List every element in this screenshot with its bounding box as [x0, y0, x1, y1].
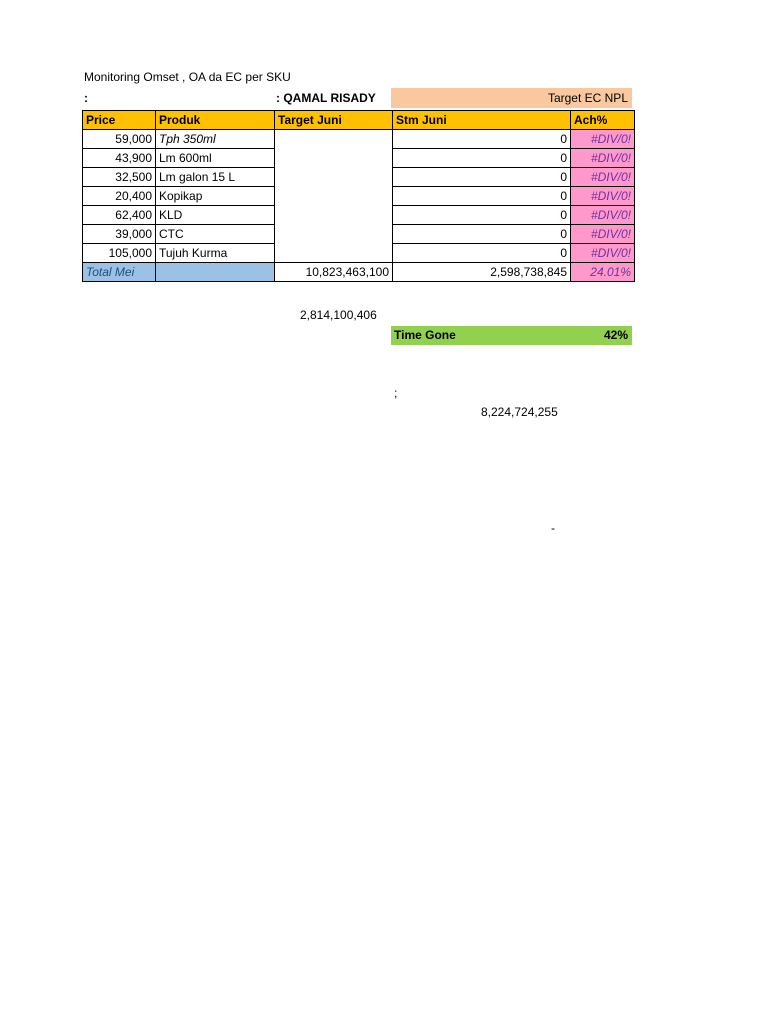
cell-produk[interactable]: Lm galon 15 L: [156, 168, 275, 187]
table-row: [83, 187, 635, 206]
cell-stm[interactable]: 0: [393, 206, 571, 225]
sheet-title: Monitoring Omset , OA da EC per SKU: [84, 70, 291, 84]
cell-price[interactable]: 105,000: [83, 244, 156, 263]
table-row: [83, 206, 635, 225]
cell-target[interactable]: [275, 225, 393, 244]
cell-ach[interactable]: #DIV/0!: [571, 187, 635, 206]
cell-produk[interactable]: CTC: [156, 225, 275, 244]
time-gone-label: Time Gone: [394, 328, 456, 342]
cell-produk[interactable]: Tujuh Kurma: [156, 244, 275, 263]
time-gone-bar[interactable]: [391, 326, 632, 345]
header-stm-juni[interactable]: Stm Juni: [393, 111, 571, 130]
dash-cell[interactable]: -: [551, 521, 555, 535]
total-ach[interactable]: 24.01%: [571, 263, 635, 282]
total-stm[interactable]: 2,598,738,845: [393, 263, 571, 282]
cell-price[interactable]: 32,500: [83, 168, 156, 187]
person-name: : QAMAL RISADY: [276, 91, 376, 105]
cell-price[interactable]: 20,400: [83, 187, 156, 206]
cell-stm[interactable]: 0: [393, 225, 571, 244]
header-price[interactable]: Price: [83, 111, 156, 130]
label-colon: :: [84, 91, 88, 105]
total-produk-cell[interactable]: [156, 263, 275, 282]
cell-target[interactable]: [275, 130, 393, 149]
table-row: [83, 244, 635, 263]
cell-ach[interactable]: #DIV/0!: [571, 130, 635, 149]
header-target-juni[interactable]: Target Juni: [275, 111, 393, 130]
cell-ach[interactable]: #DIV/0!: [571, 149, 635, 168]
header-row: [83, 111, 635, 130]
cell-produk[interactable]: Kopikap: [156, 187, 275, 206]
cell-ach[interactable]: #DIV/0!: [571, 206, 635, 225]
cell-stm[interactable]: 0: [393, 187, 571, 206]
cell-price[interactable]: 39,000: [83, 225, 156, 244]
semicolon-cell[interactable]: ;: [394, 386, 398, 400]
cell-stm[interactable]: 0: [393, 149, 571, 168]
cell-stm[interactable]: 0: [393, 130, 571, 149]
cell-ach[interactable]: #DIV/0!: [571, 244, 635, 263]
cell-produk[interactable]: KLD: [156, 206, 275, 225]
value-cell-2[interactable]: 8,224,724,255: [481, 405, 558, 419]
cell-ach[interactable]: #DIV/0!: [571, 168, 635, 187]
total-label[interactable]: Total Mei: [83, 263, 156, 282]
sku-table: [82, 110, 635, 282]
time-gone-value: 42%: [603, 328, 628, 342]
target-ec-npl-banner: Target EC NPL: [391, 88, 632, 108]
cell-target[interactable]: [275, 244, 393, 263]
cell-target[interactable]: [275, 206, 393, 225]
table-row: [83, 130, 635, 149]
value-cell-1[interactable]: 2,814,100,406: [300, 308, 377, 322]
cell-price[interactable]: 62,400: [83, 206, 156, 225]
header-produk[interactable]: Produk: [156, 111, 275, 130]
cell-price[interactable]: 59,000: [83, 130, 156, 149]
cell-produk[interactable]: Lm 600ml: [156, 149, 275, 168]
cell-stm[interactable]: 0: [393, 244, 571, 263]
total-target[interactable]: 10,823,463,100: [275, 263, 393, 282]
header-ach[interactable]: Ach%: [571, 111, 635, 130]
cell-produk[interactable]: Tph 350ml: [156, 130, 275, 149]
table-row: [83, 168, 635, 187]
cell-target[interactable]: [275, 187, 393, 206]
cell-price[interactable]: 43,900: [83, 149, 156, 168]
cell-stm[interactable]: 0: [393, 168, 571, 187]
total-row: [83, 263, 635, 282]
cell-target[interactable]: [275, 168, 393, 187]
table-row: [83, 225, 635, 244]
cell-ach[interactable]: #DIV/0!: [571, 225, 635, 244]
cell-target[interactable]: [275, 149, 393, 168]
table-row: [83, 149, 635, 168]
